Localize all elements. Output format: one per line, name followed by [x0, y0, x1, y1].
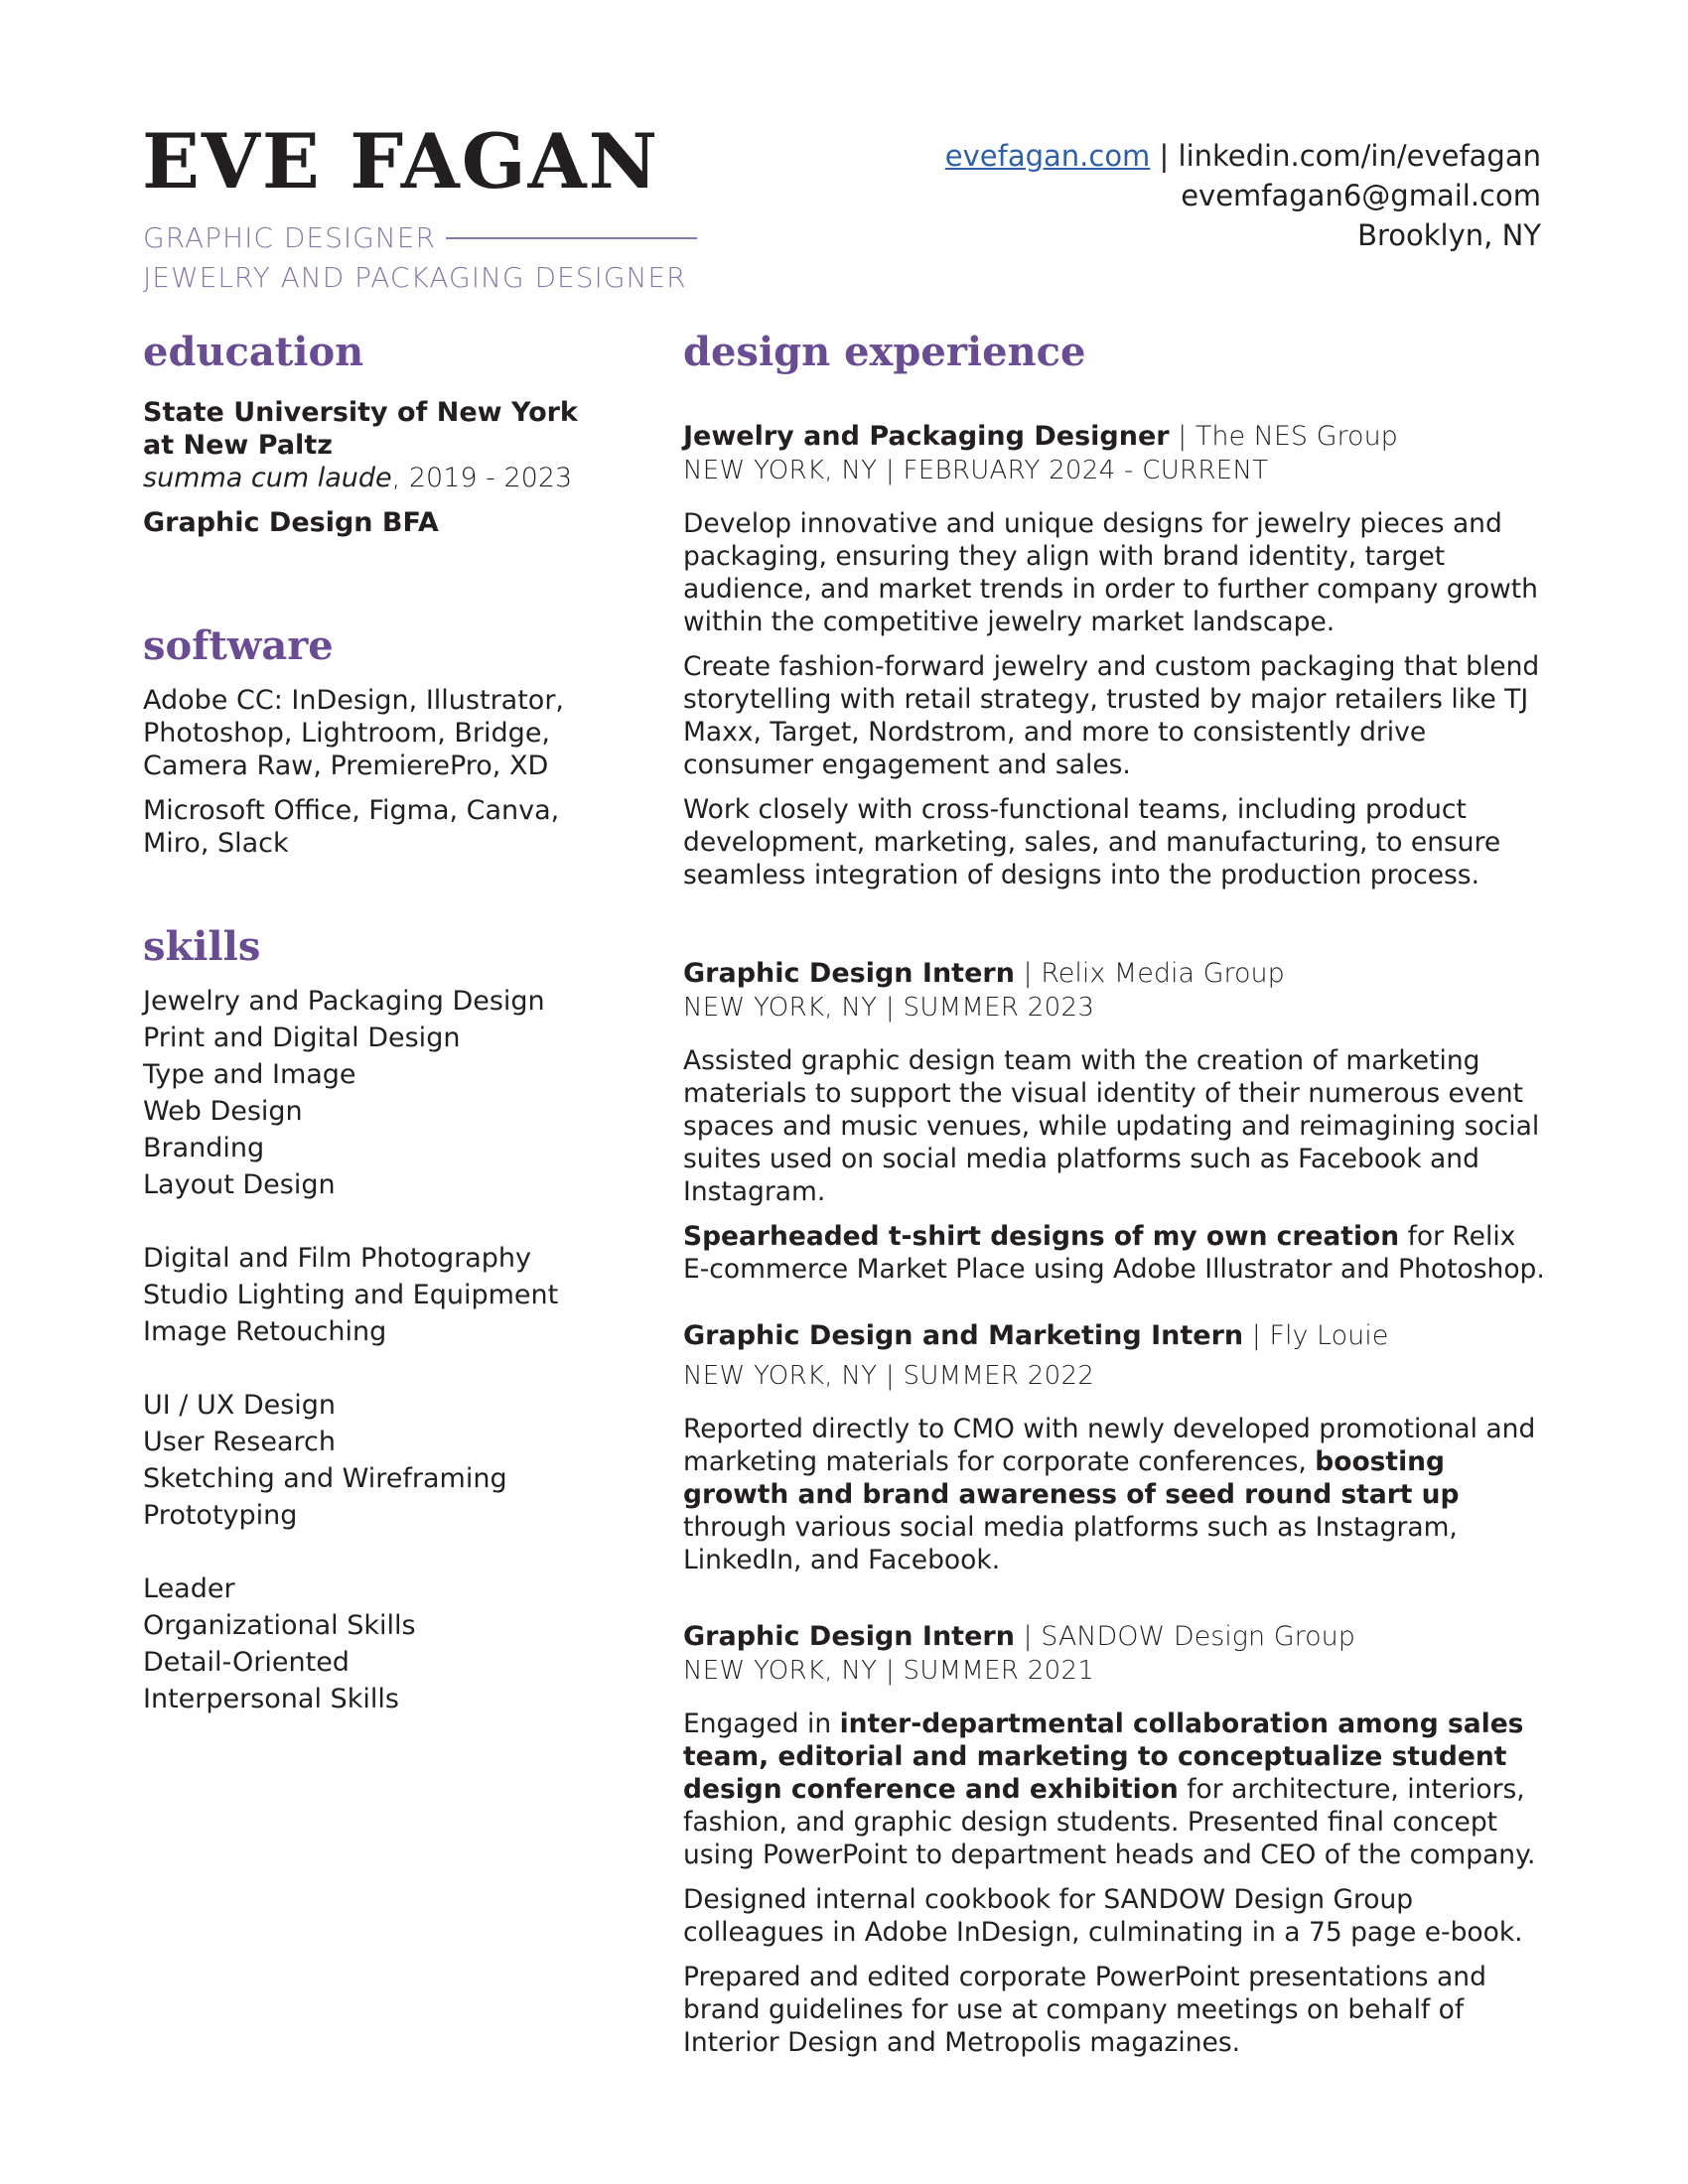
skill-item: Interpersonal Skills [143, 1684, 399, 1714]
job-meta: NEW YORK, NY | FEBRUARY 2024 - CURRENT [683, 456, 1269, 485]
job-title: Graphic Design Intern [683, 1621, 1015, 1652]
job-description [683, 1413, 1547, 1576]
job-description: Develop innovative and unique designs for jewelry pieces and packaging, ensuring they align with brand identity, target audience, and market trends in order to further company growth within the competitive jewelry market landscape. [683, 508, 1538, 637]
job-title: Graphic Design Intern [683, 958, 1015, 989]
tagline-title-1: GRAPHIC DESIGNER [143, 221, 436, 254]
skills-group [143, 1570, 580, 1717]
job-meta: NEW YORK, NY | SUMMER 2022 [683, 1361, 1095, 1391]
degree: Graphic Design BFA [143, 507, 439, 538]
education-years: , 2019 - 2023 [391, 463, 573, 493]
education-heading: education [143, 329, 364, 375]
experience-heading: design experience [683, 329, 1086, 375]
skills-group [143, 1240, 580, 1350]
skills-group [143, 1387, 580, 1534]
job-description: Designed internal cookbook for SANDOW Design Group colleagues in Adobe InDesign, culminating in a 75 page e-book. [683, 1884, 1523, 1948]
body-text: Engaged in [683, 1708, 840, 1739]
tagline-rule [446, 237, 697, 239]
skill-item: Detail-Oriented [143, 1647, 350, 1678]
job-entry [683, 1319, 1547, 1576]
contact-block [945, 136, 1541, 255]
education-entry [143, 396, 580, 539]
contact-separator: | [1150, 139, 1179, 173]
job-description: Work closely with cross-functional teams, including product development, marketing, sales, and manufacturing, to ensure seamless integration of designs into the production process. [683, 794, 1501, 890]
skill-item: Layout Design [143, 1169, 336, 1200]
honors: summa cum laude [143, 463, 392, 493]
skill-item: Print and Digital Design [143, 1023, 461, 1053]
school-name-line2: at New Paltz [143, 430, 333, 461]
job-company: | Relix Media Group [1014, 958, 1285, 989]
job-title: Jewelry and Packaging Designer [683, 421, 1170, 452]
skills-group [143, 983, 580, 1203]
software-item: Microsoft Office, Figma, Canva, Miro, Slack [143, 795, 560, 859]
tagline-title-2: JEWELRY AND PACKAGING DESIGNER [143, 261, 687, 294]
job-company: | Fly Louie [1243, 1320, 1389, 1351]
skill-item: Studio Lighting and Equipment [143, 1280, 559, 1310]
skill-item: Type and Image [143, 1059, 356, 1090]
job-description [683, 1707, 1547, 1871]
right-column [683, 329, 1547, 2071]
body-text: for Relix E-commerce Market Place using Adobe Illustrator and Photoshop. [683, 1221, 1545, 1285]
highlight-text: Spearheaded t-shirt designs of my own creation [683, 1221, 1400, 1252]
software-list [143, 684, 580, 860]
skill-item: Branding [143, 1133, 265, 1163]
job-company: | SANDOW Design Group [1014, 1621, 1355, 1652]
skill-item: User Research [143, 1427, 336, 1457]
highlight-text: inter-departmental collaboration among sales team, editorial and marketing to conceptualize student design conference and exhibition [683, 1708, 1524, 1805]
job-description: Create fashion-forward jewelry and custom packaging that blend storytelling with retail strategy, trusted by major retailers like TJ Maxx, Target, Nordstrom, and more to consistently drive consumer engagement and sales. [683, 651, 1540, 780]
software-heading: software [143, 622, 334, 669]
job-meta: NEW YORK, NY | SUMMER 2021 [683, 1656, 1095, 1686]
body-text: through various social media platforms such as Instagram, LinkedIn, and Facebook. [683, 1512, 1458, 1575]
skill-item: Leader [143, 1573, 235, 1604]
job-description: Assisted graphic design team with the creation of marketing materials to support the visual identity of their numerous event spaces and music venues, while updating and reimagining social suites used on social media platforms such as Facebook and Instagram. [683, 1045, 1540, 1207]
skill-item: Image Retouching [143, 1316, 387, 1347]
left-column [143, 329, 580, 1754]
skill-item: Web Design [143, 1096, 303, 1127]
body-text: Reported directly to CMO with newly developed promotional and marketing materials for corporate conferences, [683, 1414, 1536, 1477]
skill-item: Sketching and Wireframing [143, 1463, 507, 1494]
job-title: Graphic Design and Marketing Intern [683, 1320, 1244, 1351]
job-description [683, 1220, 1547, 1286]
website-link[interactable]: evefagan.com [944, 139, 1151, 173]
location: Brooklyn, NY [1357, 218, 1541, 252]
body-text: for architecture, interiors, fashion, and graphic design students. Presented final concept using PowerPoint to department heads and CEO of the company. [683, 1774, 1536, 1870]
software-item: Adobe CC: InDesign, Illustrator, Photoshop, Lightroom, Bridge, Camera Raw, PremierePro, XD [143, 685, 564, 781]
skill-item: Digital and Film Photography [143, 1243, 532, 1274]
job-entry [683, 957, 1547, 1286]
job-entry [683, 420, 1547, 891]
job-company: | The NES Group [1169, 421, 1398, 452]
resume-name: EVE FAGAN [142, 117, 660, 205]
job-entry [683, 1620, 1547, 2059]
skill-item: Jewelry and Packaging Design [143, 986, 545, 1017]
tagline [143, 218, 697, 298]
skills-list [143, 983, 580, 1717]
highlight-text: boosting growth and brand awareness of seed round start up [683, 1446, 1460, 1510]
school-name-line1: State University of New York [143, 397, 578, 428]
skills-heading: skills [143, 923, 261, 970]
skill-item: Organizational Skills [143, 1610, 416, 1641]
job-meta: NEW YORK, NY | SUMMER 2023 [683, 993, 1095, 1023]
skill-item: Prototyping [143, 1500, 298, 1531]
linkedin-link[interactable]: linkedin.com/in/evefagan [1178, 139, 1541, 173]
skill-item: UI / UX Design [143, 1390, 337, 1421]
email[interactable]: evemfagan6@gmail.com [1181, 179, 1541, 212]
job-description: Prepared and edited corporate PowerPoint presentations and brand guidelines for use at company meetings on behalf of Interior Design and Metropolis magazines. [683, 1962, 1486, 2058]
